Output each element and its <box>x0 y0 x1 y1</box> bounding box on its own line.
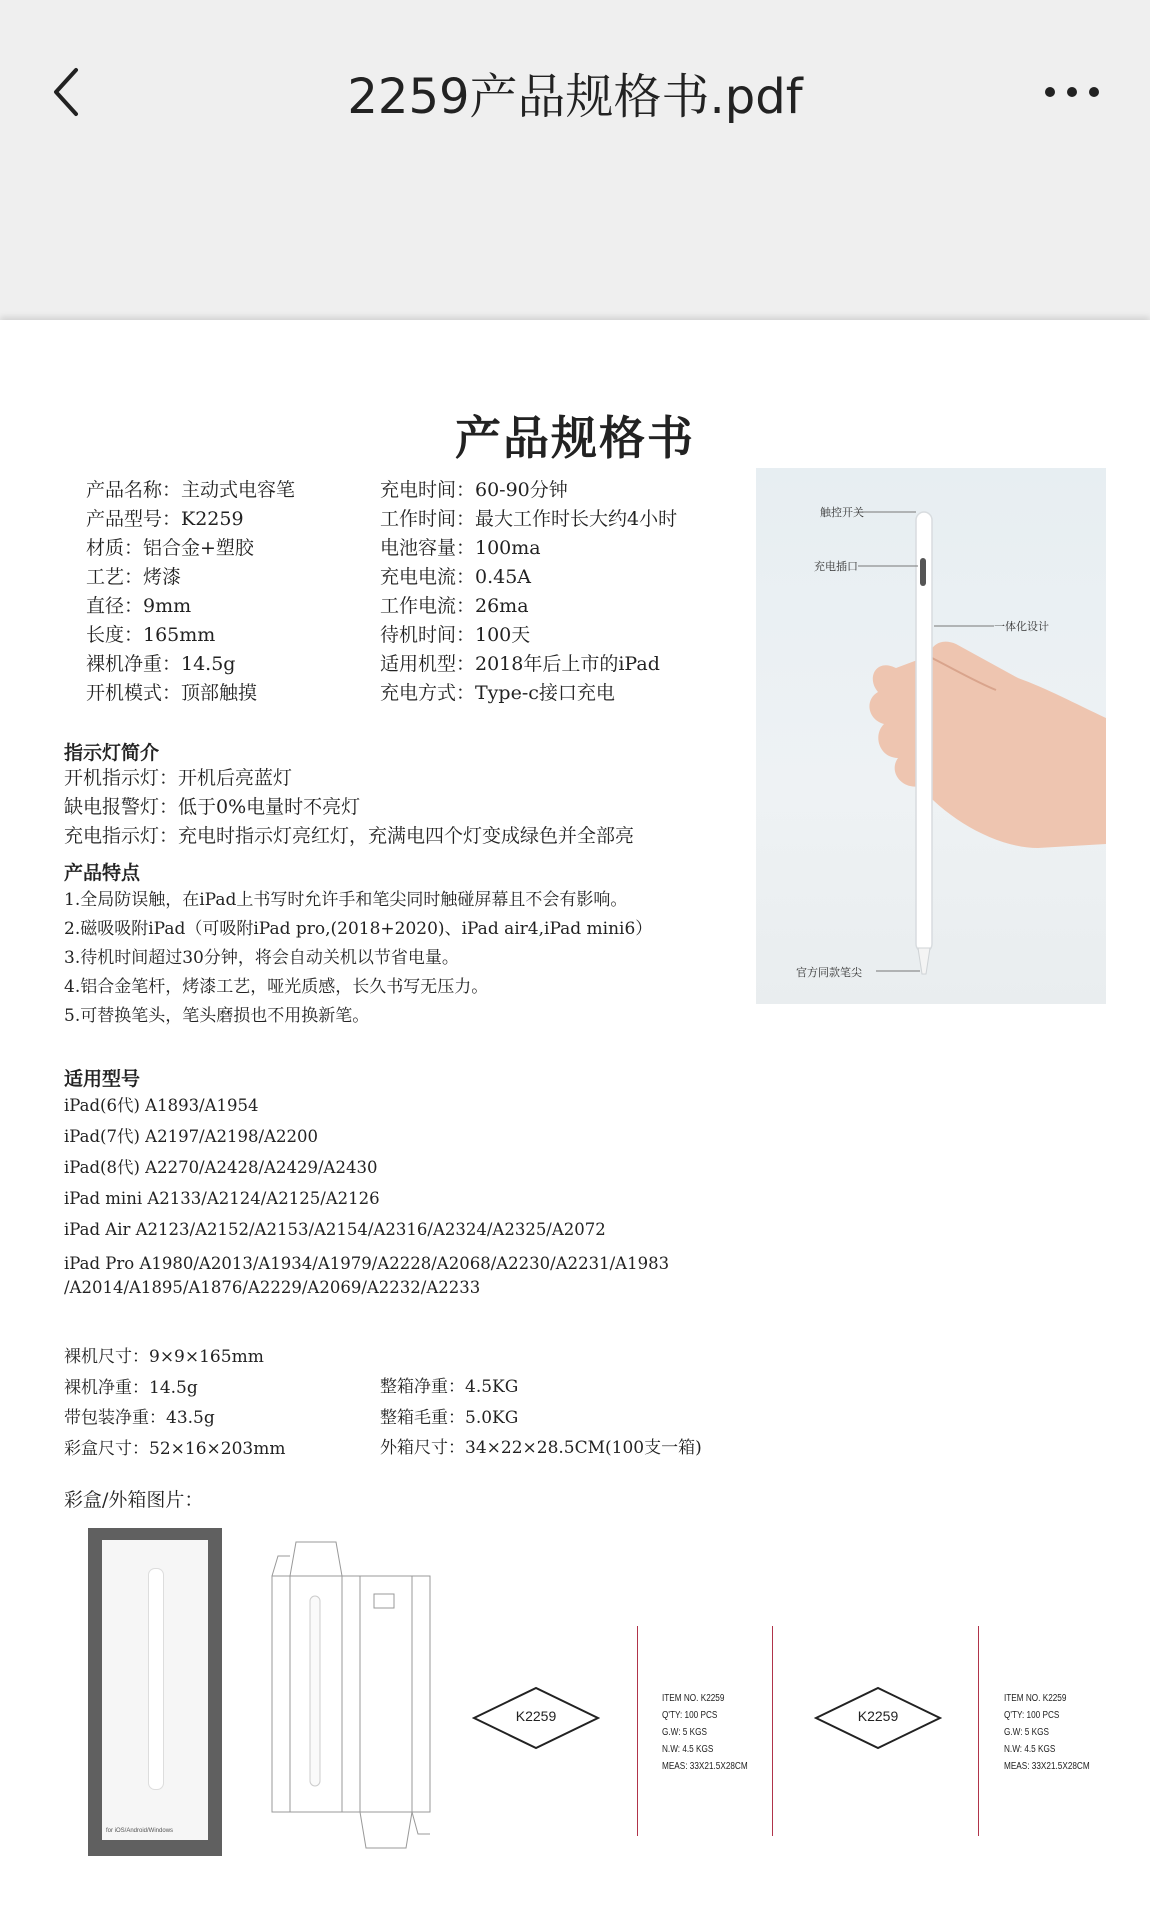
divider <box>637 1626 638 1836</box>
package-line: 带包装净重：43.5g <box>64 1408 215 1428</box>
box-dieline <box>262 1536 442 1856</box>
callout-top-switch: 触控开关 <box>820 506 864 519</box>
models-list <box>64 1090 606 1245</box>
spec-line: 工作时间：最大工作时长大约4小时 <box>380 508 678 530</box>
model-line: iPad(6代) A1893/A1954 <box>64 1096 259 1115</box>
box-photo <box>88 1528 222 1856</box>
package-line: 整箱净重：4.5KG <box>380 1377 519 1397</box>
label-qty: Q'TY: 100 PCS <box>662 1710 718 1721</box>
spec-line: 电池容量：100ma <box>380 537 541 559</box>
feature-line: 4.铝合金笔杆，烤漆工艺，哑光质感，长久书写无压力。 <box>64 977 489 997</box>
spec-line: 产品型号：K2259 <box>86 508 244 530</box>
divider <box>978 1626 979 1836</box>
label-gw: G.W: 5 KGS <box>1004 1727 1049 1738</box>
spec-line: 材质：铝合金+塑胶 <box>86 537 254 559</box>
pdf-page <box>0 320 1150 1920</box>
spec-line: 适用机型：2018年后上市的iPad <box>380 653 660 675</box>
document-title: 2259产品规格书.pdf <box>347 69 803 125</box>
label-item: ITEM NO. K2259 <box>1004 1693 1067 1704</box>
model-line: iPad Air A2123/A2152/A2153/A2154/A2316/A2324/A2325/A2072 <box>64 1220 606 1239</box>
spec-line: 充电方式：Type-c接口充电 <box>380 682 615 704</box>
label-item: ITEM NO. K2259 <box>662 1693 725 1704</box>
model-label: K2259 <box>857 1708 899 1724</box>
features-lines <box>64 886 652 1031</box>
spec-line: 长度：165mm <box>86 624 216 646</box>
specs-left <box>86 476 295 708</box>
package-line: 裸机尺寸：9×9×165mm <box>64 1347 264 1367</box>
spec-line: 直径：9mm <box>86 595 192 617</box>
label-gw: G.W: 5 KGS <box>662 1727 707 1738</box>
label-qty: Q'TY: 100 PCS <box>1004 1710 1060 1721</box>
model-line: /A2014/A1895/A1876/A2229/A2069/A2232/A2233 <box>64 1278 481 1297</box>
models-heading: 适用型号 <box>64 1068 141 1090</box>
spec-line: 裸机净重：14.5g <box>86 653 236 675</box>
images-caption: 彩盒/外箱图片： <box>64 1489 204 1511</box>
indicator-lines <box>64 764 634 851</box>
pen-image <box>148 1568 164 1790</box>
model-line: iPad(8代) A2270/A2428/A2429/A2430 <box>64 1158 378 1177</box>
label-meas: MEAS: 33X21.5X28CM <box>1004 1761 1090 1772</box>
callout-charge-port: 充电插口 <box>814 560 858 573</box>
callout-tip: 官方同款笔尖 <box>796 966 862 979</box>
spec-line: 工艺：烤漆 <box>86 566 182 588</box>
model-line: iPad mini A2133/A2124/A2125/A2126 <box>64 1189 380 1208</box>
feature-line: 5.可替换笔头，笔头磨损也不用换新笔。 <box>64 1006 370 1026</box>
divider <box>772 1626 773 1836</box>
shipping-label-2 <box>1004 1690 1090 1775</box>
shipping-label-1 <box>662 1690 748 1775</box>
models-pro <box>64 1252 669 1300</box>
indicator-line: 开机指示灯：开机后亮蓝灯 <box>64 767 293 789</box>
model-label: K2259 <box>515 1708 557 1724</box>
model-line: iPad Pro A1980/A2013/A1934/A1979/A2228/A2068/A2230/A2231/A1983 <box>64 1254 670 1273</box>
feature-line: 1.全局防误触，在iPad上书写时允许手和笔尖同时触碰屏幕且不会有影响。 <box>64 890 628 910</box>
product-photo <box>756 468 1106 1004</box>
feature-line: 3.待机时间超过30分钟，将会自动关机以节省电量。 <box>64 948 459 968</box>
package-line: 整箱毛重：5.0KG <box>380 1407 519 1428</box>
indicator-line: 充电指示灯：充电时指示灯亮红灯，充满电四个灯变成绿色并全部亮 <box>64 825 635 847</box>
callout-integrated: 一体化设计 <box>994 620 1049 633</box>
model-line: iPad(7代) A2197/A2198/A2200 <box>64 1127 318 1146</box>
box-front <box>102 1540 208 1840</box>
app-header <box>0 0 1150 320</box>
package-line: 外箱尺寸：34×22×28.5CM(100支一箱) <box>380 1438 702 1458</box>
features-heading: 产品特点 <box>64 862 141 884</box>
package-line: 裸机净重：14.5g <box>64 1377 198 1398</box>
box-text: for iOS/Android/Windows <box>106 1828 174 1834</box>
feature-line: 2.磁吸吸附iPad（可吸附iPad pro,(2018+2020)、iPad air4,iPad mini6） <box>64 919 653 939</box>
package-left <box>64 1342 285 1464</box>
label-nw: N.W: 4.5 KGS <box>1004 1744 1056 1755</box>
page-heading: 产品规格书 <box>455 411 695 465</box>
spec-line: 产品名称：主动式电容笔 <box>86 479 296 501</box>
spec-line: 充电电流：0.45A <box>380 566 532 588</box>
indicator-heading: 指示灯简介 <box>64 742 160 764</box>
spec-line: 工作电流：26ma <box>380 595 529 617</box>
stylus-hand-illustration <box>756 468 1106 1004</box>
indicator-line: 缺电报警灯：低于0%电量时不亮灯 <box>64 796 361 818</box>
package-right <box>380 1372 702 1464</box>
label-nw: N.W: 4.5 KGS <box>662 1744 714 1755</box>
package-line: 彩盒尺寸：52×16×203mm <box>64 1438 286 1459</box>
label-meas: MEAS: 33X21.5X28CM <box>662 1761 748 1772</box>
specs-right <box>380 476 677 708</box>
spec-line: 待机时间：100天 <box>380 624 531 646</box>
spec-line: 充电时间：60-90分钟 <box>380 479 568 501</box>
spec-line: 开机模式：顶部触摸 <box>86 682 258 704</box>
more-dots-icon[interactable] <box>1042 84 1102 100</box>
